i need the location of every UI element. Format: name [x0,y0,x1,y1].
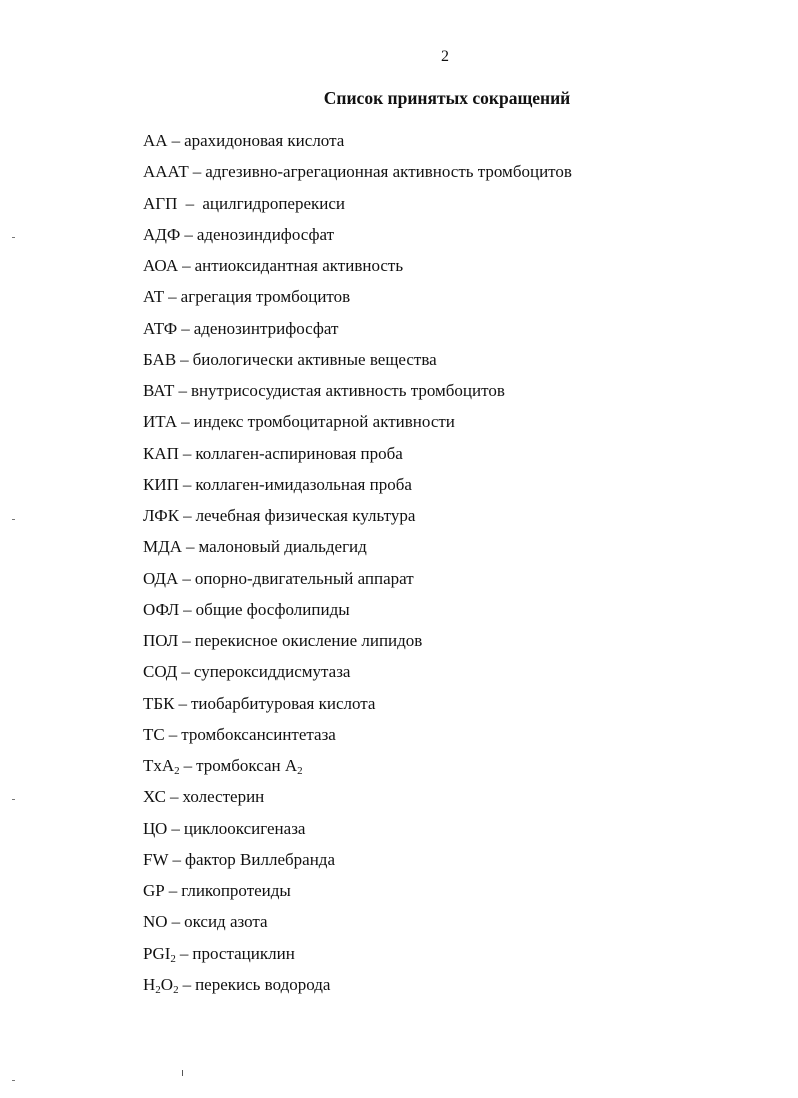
abbreviation-definition: адгезивно-агрегационная активность тромбоцитов [205,162,572,182]
abbreviation-separator: – [184,224,193,244]
list-item [143,254,572,285]
abbreviation-term: FW [143,849,169,869]
list-item [143,129,572,160]
abbreviation-term: ЛФК [143,506,180,525]
abbreviation-term: АТ [143,287,165,307]
scan-margin-mark [12,237,15,238]
abbreviation-definition: антиоксидантная активность [194,256,404,275]
abbreviation-definition: опорно-двигательный аппарат [194,568,414,588]
abbreviation-separator: – [183,756,193,775]
list-item [143,317,572,348]
list-item [143,785,572,816]
abbreviation-definition: простациклин [192,943,295,963]
list-item [143,817,572,848]
abbreviation-term: ОФЛ [143,599,180,619]
abbreviation-definition: общие фосфолипиды [195,599,350,619]
abbreviation-list [143,129,572,1004]
list-item [143,379,572,410]
abbreviation-separator: – [182,974,192,994]
abbreviation-definition: аденозиндифосфат [196,224,335,244]
list-item [143,223,572,254]
abbreviation-term: ТБК [143,693,175,713]
abbreviation-term: АА [143,131,168,150]
list-item [143,754,572,785]
page-number: 2 [441,48,449,65]
list-item [143,848,572,879]
abbreviation-term: $H_2O_2$ [143,974,179,996]
abbreviation-term: ТС [143,724,165,744]
abbreviation-definition: перекись водорода [195,974,331,994]
list-item [143,285,572,316]
abbreviation-separator: – [168,287,177,307]
abbreviation-separator: – [180,349,189,369]
abbreviation-definition: ацилгидроперекиси [202,193,346,213]
abbreviation-term: ИТА [143,412,178,432]
abbreviation-separator: – [168,724,178,744]
abbreviation-separator: – [183,506,192,525]
list-item [143,692,572,723]
abbreviation-definition: холестерин [182,787,265,807]
scan-margin-mark [12,519,15,520]
list-item [143,504,572,535]
abbreviation-separator: – [178,693,187,713]
list-item [143,160,572,191]
abbreviation-term: КИП [143,474,179,494]
abbreviation-term: МДА [143,537,182,557]
abbreviation-term: ЦО [143,818,168,838]
list-item [143,192,572,223]
abbreviation-separator: – [182,256,191,275]
abbreviation-term: NO [143,912,168,932]
page-title: Список принятых сокращений [323,88,571,108]
abbreviation-separator: – [179,943,189,963]
abbreviation-term: АТФ [143,318,178,338]
abbreviation-definition: оксид азота [184,912,268,932]
abbreviation-separator: – [182,631,191,650]
abbreviation-definition: внутрисосудистая активность тромбоцитов [190,381,505,400]
abbreviation-definition: лечебная физическая культура [195,506,416,525]
abbreviation-definition: индекс тромбоцитарной активности [193,412,455,432]
list-item [143,473,572,504]
list-item [143,567,572,598]
abbreviation-separator: – [181,412,190,432]
abbreviation-separator: – [182,443,192,463]
list-item [143,442,572,473]
abbreviation-definition: тромбоксан $A_2$ [196,756,303,777]
abbreviation-separator: – [171,131,181,150]
abbreviation-separator: – [172,849,181,869]
abbreviation-separator: – [181,193,199,213]
abbreviation-definition: фактор Виллебранда [185,849,335,869]
abbreviation-term: ХС [143,787,166,807]
list-item [143,942,572,973]
abbreviation-separator: – [169,787,179,807]
list-item [143,660,572,691]
abbreviation-term: КАП [143,443,179,463]
abbreviation-separator: – [182,474,192,494]
abbreviation-definition: супероксиддисмутаза [193,662,351,682]
list-item [143,973,572,1004]
abbreviation-definition: аденозинтрифосфат [193,318,339,338]
list-item [143,598,572,629]
list-item [143,723,572,754]
abbreviation-term: АААТ [143,162,189,182]
abbreviation-definition: коллаген-имидазольная проба [195,474,412,494]
abbreviation-definition: арахидоновая кислота [184,131,345,150]
abbreviation-definition: тромбоксансинтетаза [181,724,336,744]
list-item [143,535,572,566]
scan-margin-mark [12,1080,15,1081]
abbreviation-separator: – [171,912,181,932]
abbreviation-definition: перекисное окисление липидов [194,631,423,650]
abbreviation-definition: тиобарбитуровая кислота [191,693,376,713]
scan-margin-mark [12,799,15,800]
abbreviation-term: ОДА [143,568,179,588]
list-item [143,348,572,379]
list-item [143,879,572,910]
abbreviation-separator: – [192,162,202,182]
abbreviation-separator: – [181,318,190,338]
abbreviation-term: АОА [143,256,179,275]
abbreviation-term: ВАТ [143,381,175,400]
list-item [143,410,572,441]
abbreviation-term: TxA$_2$ [143,756,180,777]
abbreviation-definition: агрегация тромбоцитов [180,287,351,307]
list-item [143,910,572,941]
abbreviation-separator: – [178,381,187,400]
abbreviation-term: АДФ [143,224,181,244]
abbreviation-definition: циклооксигеназа [183,818,306,838]
list-item [143,629,572,660]
abbreviation-separator: – [171,818,180,838]
abbreviation-term: СОД [143,662,178,682]
abbreviation-definition: биологически активные вещества [192,349,437,369]
abbreviation-definition: малоновый диальдегид [198,537,367,557]
abbreviation-separator: – [183,599,192,619]
abbreviation-separator: – [181,662,190,682]
abbreviation-separator: – [186,537,195,557]
abbreviation-term: GP [143,881,165,900]
abbreviation-term: ПОЛ [143,631,179,650]
abbreviation-definition: гликопротеиды [181,881,291,900]
abbreviation-separator: – [168,881,178,900]
abbreviation-term: АГП [143,193,178,213]
abbreviation-term: БАВ [143,349,177,369]
abbreviation-separator: – [182,568,191,588]
scan-bottom-mark [182,1070,183,1076]
abbreviation-definition: коллаген-аспириновая проба [195,443,403,463]
abbreviation-term: $PGI_2$ [143,943,176,965]
